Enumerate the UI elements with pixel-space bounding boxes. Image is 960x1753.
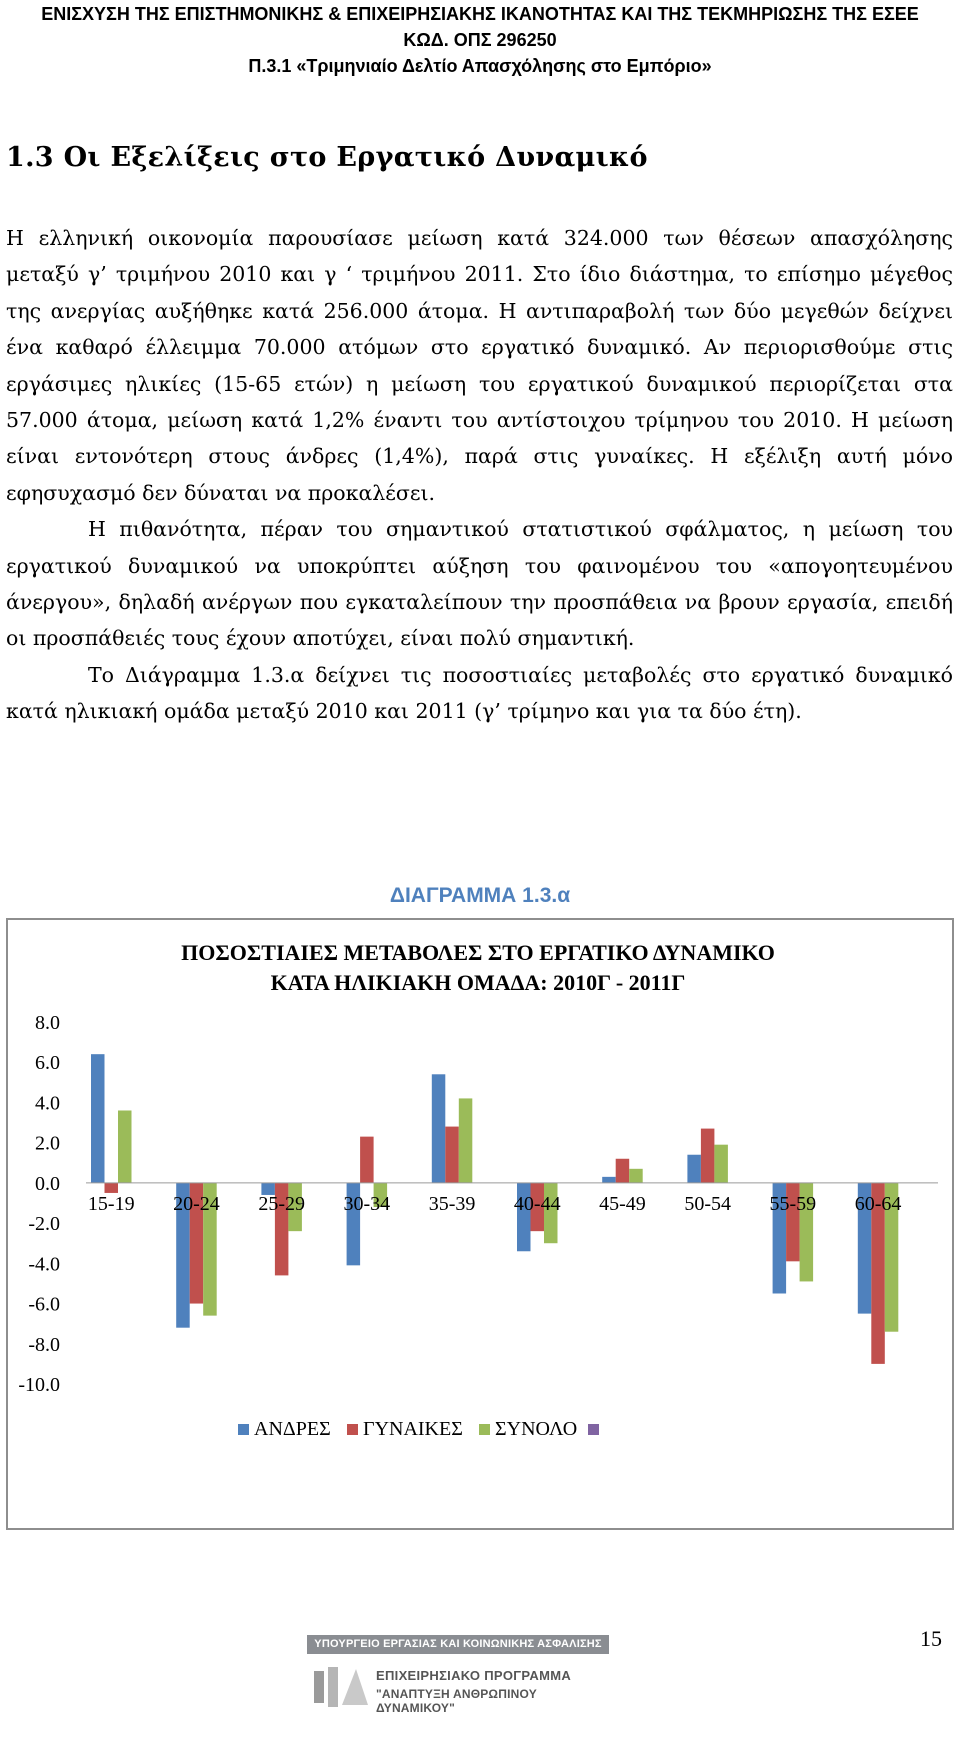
bar-chart — [8, 920, 952, 1528]
bar-ΓΥΝΑΙΚΕΣ-30-34 — [360, 1137, 374, 1183]
legend-swatch-ΑΝΔΡΕΣ — [238, 1424, 249, 1435]
bar-ΣΥΝΟΛΟ-50-54 — [714, 1145, 728, 1183]
y-tick-label: 6.0 — [35, 1052, 60, 1075]
bar-ΑΝΔΡΕΣ-15-19 — [91, 1054, 105, 1183]
y-tick-label: 2.0 — [35, 1132, 60, 1155]
body-text — [6, 220, 953, 730]
document-header-line1: ΕΝΙΣΧΥΣΗ ΤΗΣ ΕΠΙΣΤΗΜΟΝΙΚΗΣ & ΕΠΙΧΕΙΡΗΣΙΑΚΗΣ ΙΚΑΝΟΤΗΤΑΣ ΚΑΙ ΤΗΣ ΤΕΚΜΗΡΙΩΣΗΣ ΤΗΣ ΕΣΕΕ — [41, 4, 919, 24]
y-tick-label: -10.0 — [18, 1374, 60, 1396]
y-tick-label: 4.0 — [35, 1092, 60, 1115]
legend-label: ΑΝΔΡΕΣ — [254, 1418, 331, 1440]
chart-legend — [238, 1418, 599, 1440]
x-tick-label: 30-34 — [343, 1192, 391, 1215]
chart-frame — [6, 918, 954, 1530]
x-tick-label: 15-19 — [87, 1192, 135, 1215]
paragraph-1: Η ελληνική οικονομία παρουσίασε μείωση κατά 324.000 των θέσεων απασχόλησης μεταξύ γ’ τριμήνου 2010 και γ ‘ τριμήνου 2011. Στο ίδιο διάστημα, το επίσημο μέγεθος της ανεργίας αυξήθηκε κατά 256.000 άτομα. Η αντιπαραβολή των δύο μεγεθών δείχνει ένα καθαρό έλλειμμα 70.000 ατόμων στο εργατικό δυναμικό. Αν περιορισθούμε στις εργάσιμες ηλικίες (15-65 ετών) η μείωση του εργατικού δυναμικού περιορίζεται στα 57.000 άτομα, μείωση κατά 1,2% έναντι του αντίστοιχου τρίμηνου του 2010. Η μείωση είναι εντονότερη στους άνδρες (1,4%), παρά στις γυναίκες. Η εξέλιξη αυτή μόνο εφησυχασμό δεν δύναται να προκαλέσει. — [6, 226, 953, 505]
y-tick-label: -2.0 — [28, 1213, 60, 1236]
bar-ΑΝΔΡΕΣ-35-39 — [432, 1074, 446, 1183]
x-tick-label: 35-39 — [428, 1192, 476, 1215]
document-header-code: ΚΩΔ. ΟΠΣ 296250 — [403, 30, 557, 50]
bar-ΣΥΝΟΛΟ-35-39 — [459, 1098, 473, 1182]
x-tick-label: 45-49 — [599, 1192, 646, 1215]
programme-name-line1: ΕΠΙΧΕΙΡΗΣΙΑΚΟ ΠΡΟΓΡΑΜΜΑ — [376, 1668, 572, 1683]
legend-swatch-ΓΥΝΑΙΚΕΣ — [347, 1424, 358, 1435]
x-tick-label: 50-54 — [684, 1192, 731, 1215]
x-axis-tick-labels — [88, 1193, 901, 1215]
y-tick-label: -4.0 — [28, 1253, 60, 1276]
chart-title-line2: ΚΑΤΑ ΗΛΙΚΙΑΚΗ ΟΜΑΔΑ: 2010Γ - 2011Γ — [270, 970, 686, 995]
y-axis-tick-labels — [18, 1012, 60, 1396]
x-tick-label: 40-44 — [513, 1192, 561, 1215]
bar-ΓΥΝΑΙΚΕΣ-45-49 — [616, 1159, 630, 1183]
bar-ΓΥΝΑΙΚΕΣ-50-54 — [701, 1129, 715, 1183]
programme-emblem-icon — [312, 1665, 370, 1709]
bar-ΑΝΔΡΕΣ-45-49 — [602, 1177, 616, 1183]
legend-swatch-ΣΥΝΟΛΟ — [479, 1424, 490, 1435]
legend-swatch-series-3 — [588, 1424, 599, 1435]
paragraph-3: Το Διάγραμμα 1.3.α δείχνει τις ποσοστιαίες μεταβολές στο εργατικό δυναμικό κατά ηλικιακή ομάδα μεταξύ 2010 και 2011 (γ’ τρίμηνο και για τα δύο έτη). — [6, 662, 953, 724]
bar-ΣΥΝΟΛΟ-45-49 — [629, 1169, 643, 1183]
bar-ΓΥΝΑΙΚΕΣ-35-39 — [445, 1127, 459, 1183]
y-tick-label: -6.0 — [28, 1293, 60, 1316]
x-tick-label: 55-59 — [769, 1192, 817, 1215]
y-tick-label: -8.0 — [28, 1333, 60, 1356]
bar-ΣΥΝΟΛΟ-15-19 — [118, 1110, 132, 1182]
y-tick-label: 8.0 — [35, 1012, 60, 1034]
bar-ΑΝΔΡΕΣ-50-54 — [687, 1155, 701, 1183]
page-number: 15 — [920, 1626, 942, 1651]
section-title: 1.3 Οι Εξελίξεις στο Εργατικό Δυναμικό — [6, 142, 648, 173]
y-tick-label: 0.0 — [35, 1172, 60, 1195]
legend-label: ΓΥΝΑΙΚΕΣ — [363, 1418, 463, 1440]
ministry-banner: ΥΠΟΥΡΓΕΙΟ ΕΡΓΑΣΙΑΣ ΚΑΙ ΚΟΙΝΩΝΙΚΗΣ ΑΣΦΑΛΙΣΗΣ — [307, 1635, 609, 1654]
chart-title-line1: ΠΟΣΟΣΤΙΑΙΕΣ ΜΕΤΑΒΟΛΕΣ ΣΤΟ ΕΡΓΑΤΙΚΟ ΔΥΝΑΜΙΚΟ — [181, 940, 775, 965]
x-tick-label: 60-64 — [854, 1192, 902, 1215]
programme-name-line2: "ΑΝΑΠΤΥΞΗ ΑΝΘΡΩΠΙΝΟΥ ΔΥΝΑΜΙΚΟΥ" — [376, 1687, 537, 1715]
diagram-caption: ΔΙΑΓΡΑΜΜΑ 1.3.α — [389, 884, 571, 907]
legend-label: ΣΥΝΟΛΟ — [495, 1418, 578, 1440]
paragraph-2: Η πιθανότητα, πέραν του σημαντικού στατιστικού σφάλματος, η μείωση του εργατικού δυναμικού να υποκρύπτει αύξηση του φαινομένου του «απογοητευμένου άνεργου», δηλαδή ανέργων που εγκαταλείπουν την προσπάθεια να βρουν εργασία, επειδή οι προσπάθειές τους έχουν αποτύχει, είναι πολύ σημαντική. — [6, 517, 953, 651]
bar-ΓΥΝΑΙΚΕΣ-15-19 — [105, 1183, 119, 1193]
x-tick-label: 20-24 — [173, 1192, 220, 1215]
document-header-deliverable: Π.3.1 «Τριμηνιαίο Δελτίο Απασχόλησης στο Εμπόριο» — [248, 56, 712, 76]
programme-logo — [312, 1663, 612, 1713]
x-tick-label: 25-29 — [258, 1192, 305, 1215]
